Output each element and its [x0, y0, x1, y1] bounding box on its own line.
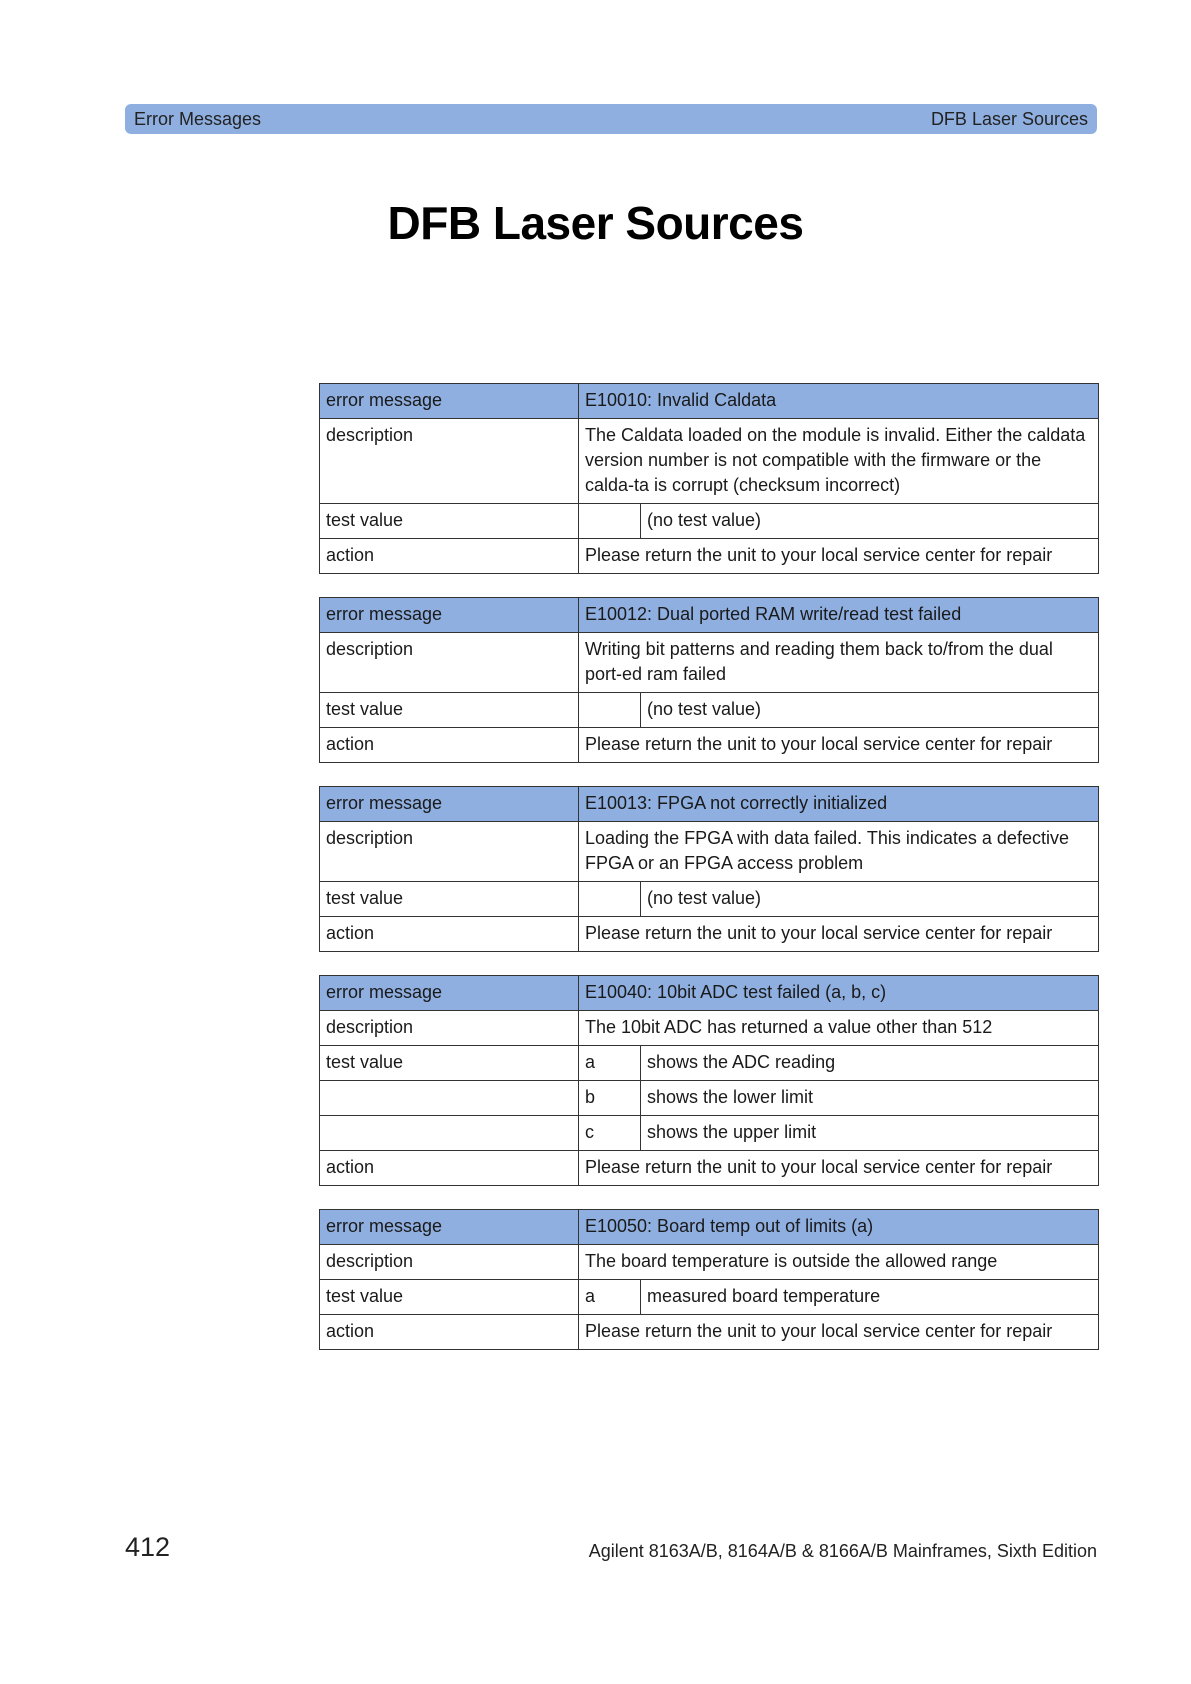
test-value-text: measured board temperature	[641, 1280, 1099, 1315]
error-message-row	[320, 598, 1099, 633]
test-value-label: test value	[320, 882, 579, 917]
description-label: description	[320, 1011, 579, 1046]
description-label: description	[320, 822, 579, 882]
action-text: Please return the unit to your local service center for repair	[579, 728, 1099, 763]
action-row	[320, 728, 1099, 763]
test-value-row	[320, 504, 1099, 539]
error-table	[319, 597, 1099, 763]
test-value-key	[579, 504, 641, 539]
action-row	[320, 917, 1099, 952]
error-tables	[319, 383, 1098, 1373]
test-value-key: b	[579, 1081, 641, 1116]
action-label: action	[320, 728, 579, 763]
error-table	[319, 1209, 1099, 1350]
description-text: The board temperature is outside the allowed range	[579, 1245, 1099, 1280]
test-value-text: (no test value)	[641, 693, 1099, 728]
test-value-row	[320, 1280, 1099, 1315]
description-label: description	[320, 419, 579, 504]
footer-edition: Agilent 8163A/B, 8164A/B & 8166A/B Mainframes, Sixth Edition	[588, 1541, 1097, 1561]
description-row	[320, 633, 1099, 693]
description-row	[320, 822, 1099, 882]
error-message-row	[320, 1210, 1099, 1245]
action-text: Please return the unit to your local service center for repair	[579, 539, 1099, 574]
test-value-text: shows the ADC reading	[641, 1046, 1099, 1081]
error-message-label: error message	[320, 384, 579, 419]
action-label: action	[320, 1315, 579, 1350]
description-row	[320, 1011, 1099, 1046]
error-table	[319, 786, 1099, 952]
description-row	[320, 419, 1099, 504]
error-message-row	[320, 787, 1099, 822]
test-value-row	[320, 1046, 1099, 1081]
test-value-key: a	[579, 1046, 641, 1081]
error-message-label: error message	[320, 1210, 579, 1245]
action-row	[320, 539, 1099, 574]
header-section-label: Error Messages	[134, 108, 262, 129]
page-number: 412	[125, 1532, 171, 1562]
action-row	[320, 1315, 1099, 1350]
description-text: The Caldata loaded on the module is invalid. Either the caldata version number is not compatible with the firmware or the calda-ta is corrupt (checksum incorrect)	[579, 419, 1099, 504]
error-code: E10012: Dual ported RAM write/read test failed	[579, 598, 1099, 633]
description-label: description	[320, 633, 579, 693]
test-value-label: test value	[320, 693, 579, 728]
test-value-row	[320, 1116, 1099, 1151]
description-label: description	[320, 1245, 579, 1280]
page-title: DFB Laser Sources	[387, 197, 804, 249]
action-label: action	[320, 917, 579, 952]
description-text: The 10bit ADC has returned a value other than 512	[579, 1011, 1099, 1046]
error-message-row	[320, 384, 1099, 419]
test-value-label: test value	[320, 504, 579, 539]
test-value-row	[320, 1081, 1099, 1116]
error-message-label: error message	[320, 787, 579, 822]
error-code: E10040: 10bit ADC test failed (a, b, c)	[579, 976, 1099, 1011]
test-value-text: (no test value)	[641, 504, 1099, 539]
test-value-label: test value	[320, 1280, 579, 1315]
error-message-label: error message	[320, 976, 579, 1011]
test-value-text: (no test value)	[641, 882, 1099, 917]
action-row	[320, 1151, 1099, 1186]
test-value-key	[579, 693, 641, 728]
empty-cell	[320, 1081, 579, 1116]
running-header	[125, 104, 1097, 134]
action-text: Please return the unit to your local service center for repair	[579, 917, 1099, 952]
error-table	[319, 383, 1099, 574]
action-label: action	[320, 539, 579, 574]
test-value-key: a	[579, 1280, 641, 1315]
test-value-text: shows the upper limit	[641, 1116, 1099, 1151]
test-value-label: test value	[320, 1046, 579, 1081]
description-row	[320, 1245, 1099, 1280]
error-message-row	[320, 976, 1099, 1011]
test-value-key	[579, 882, 641, 917]
test-value-key: c	[579, 1116, 641, 1151]
action-label: action	[320, 1151, 579, 1186]
error-code: E10050: Board temp out of limits (a)	[579, 1210, 1099, 1245]
test-value-text: shows the lower limit	[641, 1081, 1099, 1116]
test-value-row	[320, 882, 1099, 917]
error-code: E10013: FPGA not correctly initialized	[579, 787, 1099, 822]
action-text: Please return the unit to your local service center for repair	[579, 1315, 1099, 1350]
action-text: Please return the unit to your local service center for repair	[579, 1151, 1099, 1186]
error-table	[319, 975, 1099, 1186]
description-text: Loading the FPGA with data failed. This indicates a defective FPGA or an FPGA access problem	[579, 822, 1099, 882]
error-code: E10010: Invalid Caldata	[579, 384, 1099, 419]
empty-cell	[320, 1116, 579, 1151]
test-value-row	[320, 693, 1099, 728]
description-text: Writing bit patterns and reading them back to/from the dual port-ed ram failed	[579, 633, 1099, 693]
error-message-label: error message	[320, 598, 579, 633]
header-chapter-label: DFB Laser Sources	[930, 108, 1088, 129]
